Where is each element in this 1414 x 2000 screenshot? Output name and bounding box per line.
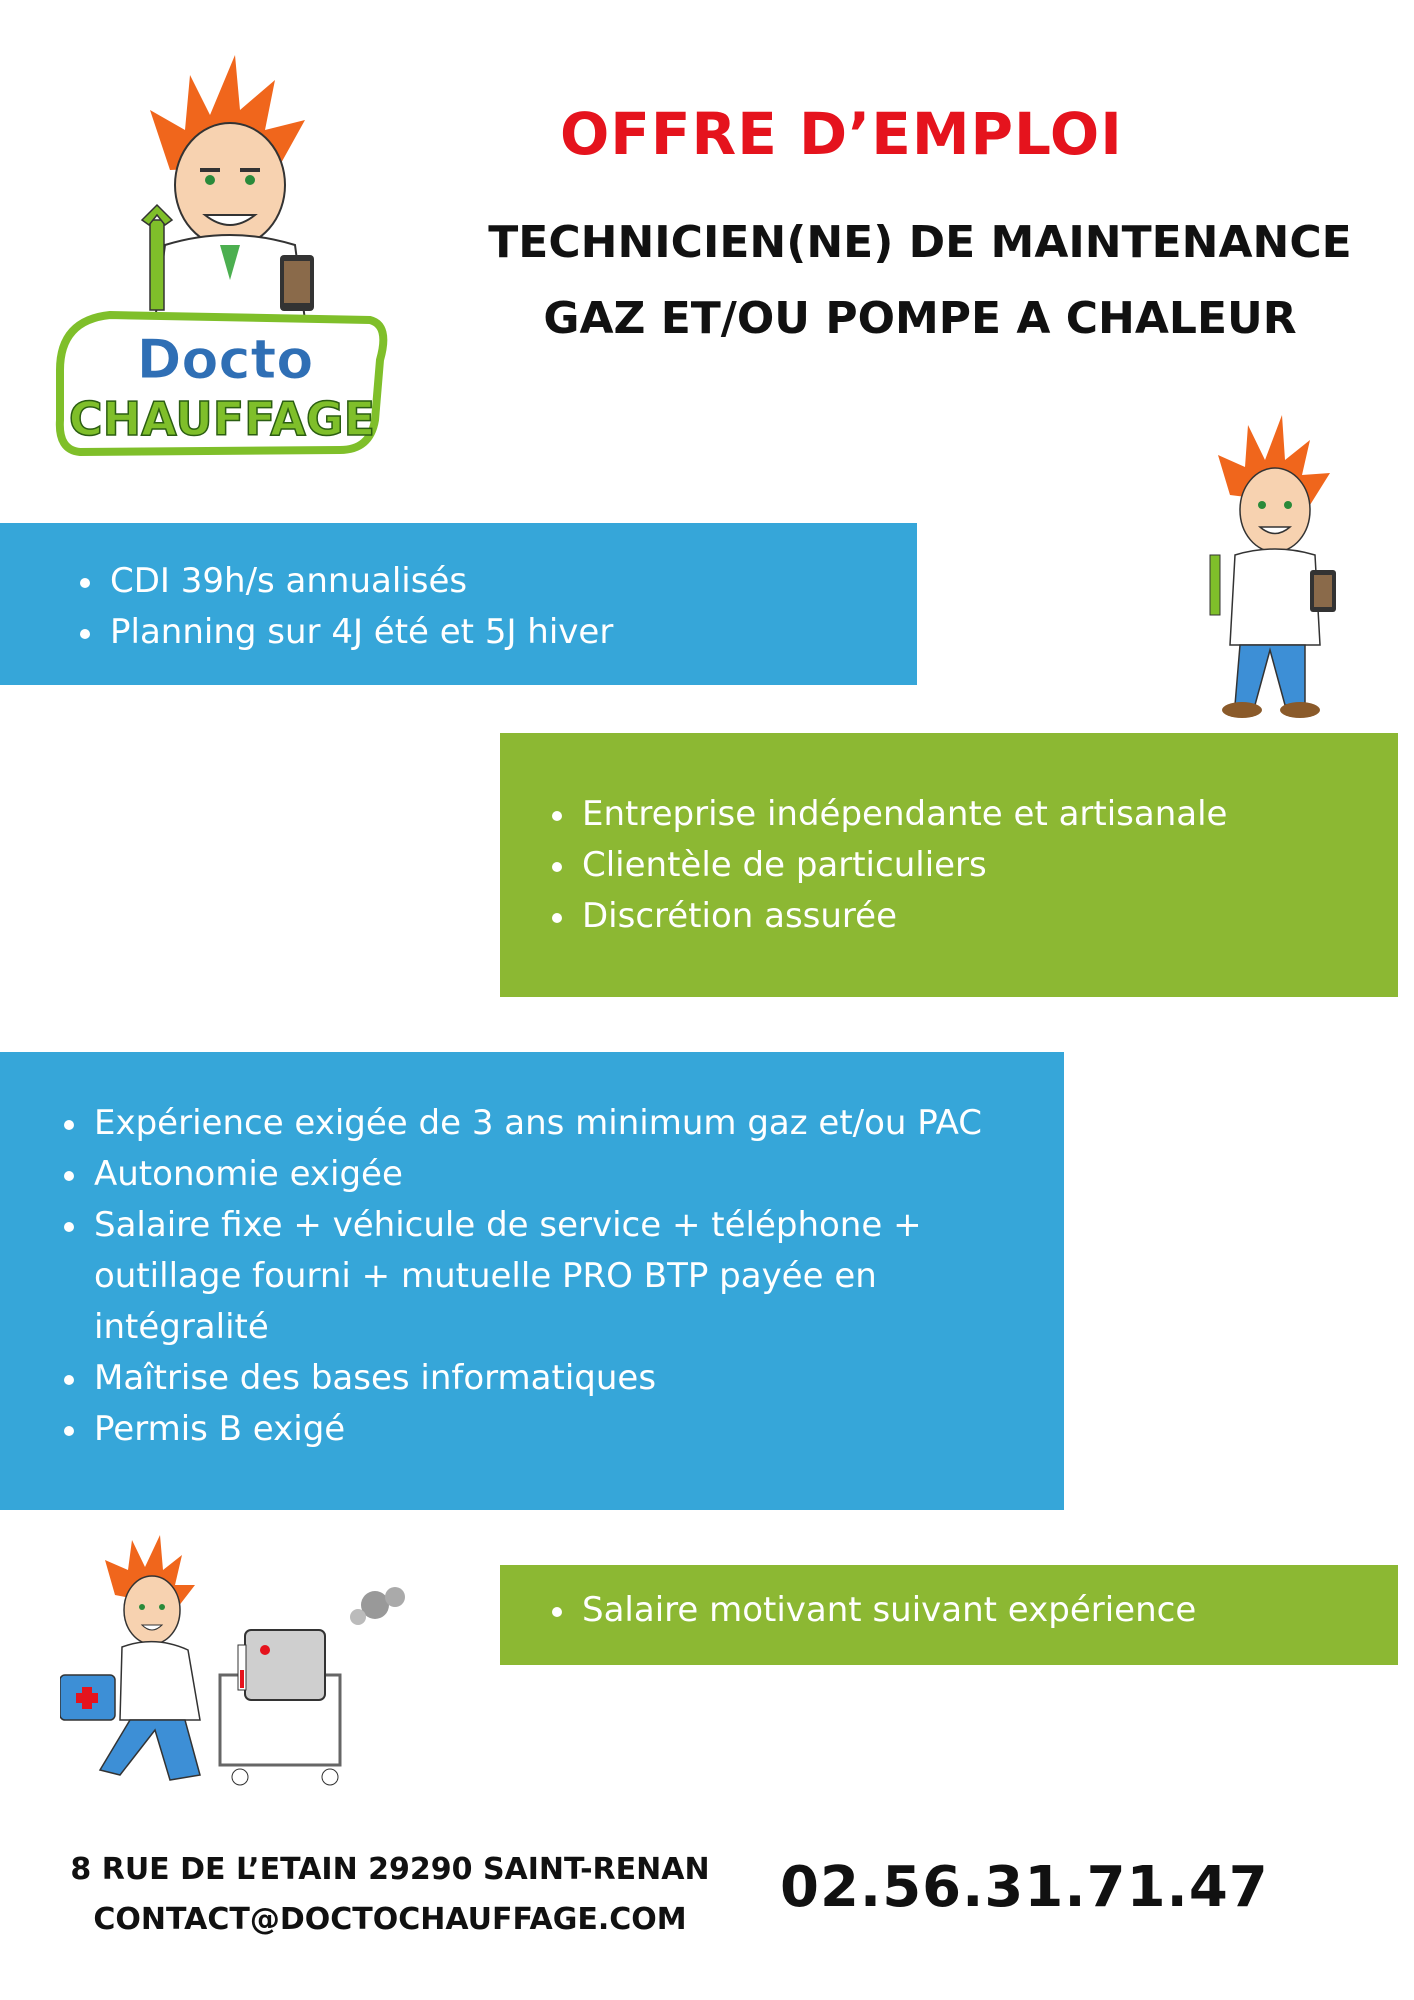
- list-item: CDI 39h/s annualisés: [72, 556, 917, 607]
- list-item: Expérience exigée de 3 ans minimum gaz et/ou PAC: [56, 1098, 1016, 1149]
- contract-box: [0, 523, 917, 685]
- list-item: Salaire fixe + véhicule de service + téléphone + outillage fourni + mutuelle PRO BTP payée en intégralité: [56, 1200, 1016, 1353]
- company-box: [500, 733, 1398, 997]
- requirements-list: [56, 1098, 1016, 1455]
- contract-list: [72, 556, 917, 658]
- logo-word-docto: Docto: [136, 328, 314, 391]
- list-item: Autonomie exigée: [56, 1149, 1016, 1200]
- docto-chauffage-logo: [50, 20, 420, 470]
- list-item: Maîtrise des bases informatiques: [56, 1353, 1016, 1404]
- salary-box: [500, 1565, 1398, 1665]
- salary-list: [544, 1585, 1398, 1636]
- mascot-standing-icon: [1190, 405, 1350, 735]
- job-title-line1: TECHNICIEN(NE) DE MAINTENANCE: [488, 217, 1352, 268]
- email-link[interactable]: CONTACT@DOCTOCHAUFFAGE.COM: [93, 1902, 687, 1937]
- mascot-with-stethoscope-icon: [50, 20, 420, 470]
- list-item: Permis B exigé: [56, 1404, 1016, 1455]
- address-line: 8 RUE DE L’ETAIN 29290 SAINT-RENAN: [70, 1852, 710, 1887]
- company-list: [544, 789, 1398, 942]
- job-title-line2: GAZ ET/OU POMPE A CHALEUR: [543, 293, 1297, 344]
- list-item: Entreprise indépendante et artisanale: [544, 789, 1398, 840]
- list-item: Planning sur 4J été et 5J hiver: [72, 607, 917, 658]
- contact-address-block: [50, 1845, 730, 1945]
- logo-word-chauffage: CHAUFFAGE: [68, 392, 376, 446]
- list-item: Clientèle de particuliers: [544, 840, 1398, 891]
- page-title: OFFRE D’EMPLOI: [560, 100, 1123, 168]
- mascot-running-with-boiler-icon: [60, 1535, 440, 1790]
- list-item: Discrétion assurée: [544, 891, 1398, 942]
- phone-number[interactable]: 02.56.31.71.47: [780, 1855, 1269, 1920]
- requirements-box: [0, 1052, 1064, 1510]
- job-title: [440, 205, 1400, 357]
- list-item: Salaire motivant suivant expérience: [544, 1585, 1398, 1636]
